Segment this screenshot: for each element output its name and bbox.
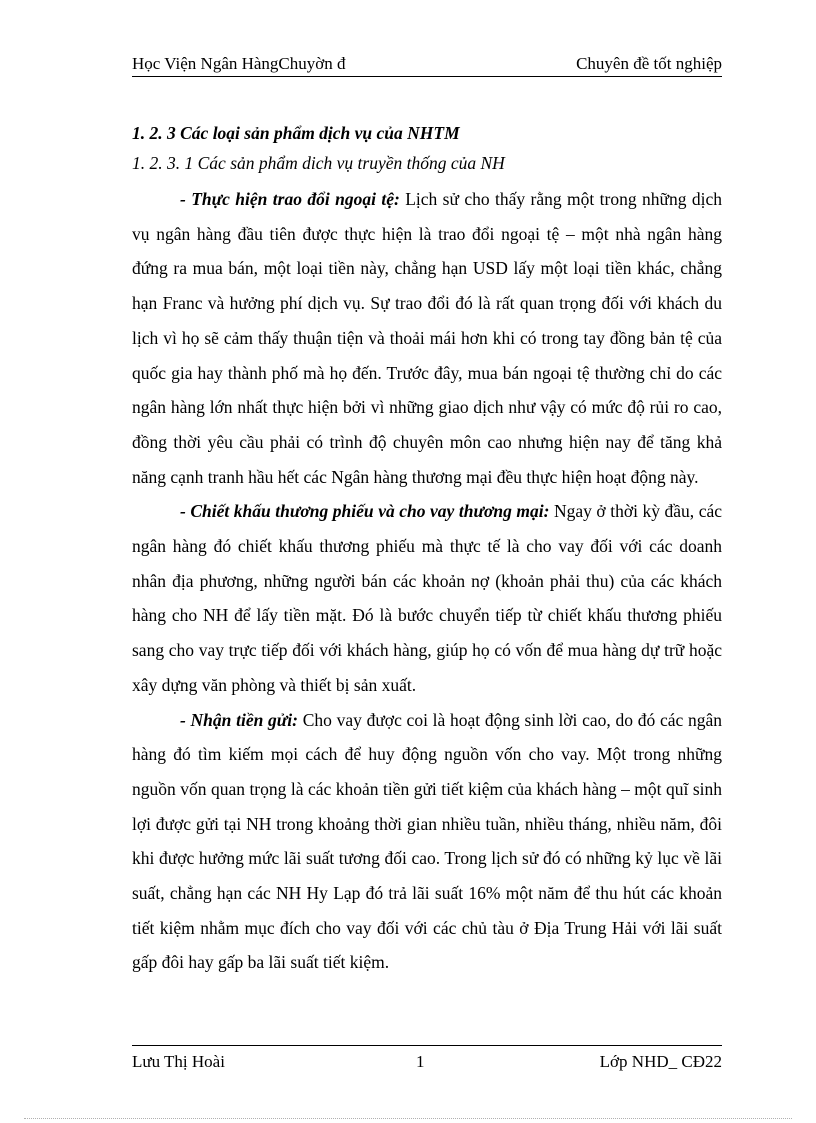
paragraph-lead: - Nhận tiền gửi:	[180, 709, 298, 730]
footer-author: Lưu Thị Hoài	[132, 1052, 225, 1071]
page-footer	[132, 1045, 722, 1078]
paragraph-text: Lịch sử cho thấy rằng một trong những dịch vụ ngân hàng đầu tiên được thực hiện là trao đổi ngoại tệ – một nhà ngân hàng đứng ra mua bán, một loại tiền này, chẳng hạn USD lấy một loại tiền khác, chẳng hạn Franc và hưởng phí dịch vụ. Sự trao đổi đó là rất quan trọng đối với khách du lịch vì họ sẽ cảm thấy thuận tiện và thoải mái hơn khi có trong tay đồng bản tệ của quốc gia hay thành phố mà họ đến. Trước đây, mua bán ngoại tệ thường chỉ do các ngân hàng lớn nhất thực hiện bởi vì những giao dịch như vậy có mức độ rủi ro cao, đồng thời yêu cầu phải có trình độ chuyên môn cao nhưng hiện nay để tăng khả năng cạnh tranh hầu hết các Ngân hàng thương mại đều thực hiện hoạt động này.	[132, 189, 722, 487]
footer-class: Lớp NHD_ CĐ22	[599, 1052, 722, 1071]
header-left-text: Học Viện Ngân HàngChuyờn đ	[132, 54, 346, 73]
paragraph-text: Cho vay được coi là hoạt động sinh lời cao, do đó các ngân hàng đó tìm kiếm mọi cách để huy động nguồn vốn cho vay. Một trong những nguồn vốn quan trọng là các khoản tiền gửi tiết kiệm của khách hàng – một quĩ sinh lợi được gửi tại NH trong khoảng thời gian nhiều tuần, nhiều tháng, nhiều năm, đôi khi được hưởng mức lãi suất tương đối cao. Trong lịch sử đó có những kỷ lục về lãi suất, chẳng hạn các NH Hy Lạp đó trả lãi suất 16% một năm để thu hút các khoản tiết kiệm nhằm mục đích cho vay đối với các chủ tàu ở Địa Trung Hải với lãi suất gấp đôi hay gấp ba lãi suất tiết kiệm.	[132, 709, 722, 973]
page-bottom-divider	[24, 1118, 792, 1119]
header-right-text: Chuyên đề tốt nghiệp	[576, 54, 722, 73]
paragraph-lead: - Thực hiện trao đổi ngoại tệ:	[180, 189, 400, 209]
paragraph-lead: - Chiết khấu thương phiếu và cho vay thương mại:	[180, 501, 550, 522]
paragraph-foreign-exchange	[132, 182, 722, 494]
page-body	[132, 118, 722, 980]
paragraph-deposits	[132, 703, 722, 981]
paragraph-text: Ngay ở thời kỳ đầu, các ngân hàng đó chiết khấu thương phiếu mà thực tế là cho vay đối với các doanh nhân địa phương, những người bán các khoản nợ (khoản phải thu) của các khách hàng cho NH để lấy tiền mặt. Đó là bước chuyển tiếp từ chiết khấu thương phiếu sang cho vay trực tiếp đối với khách hàng, giúp họ có vốn để mua hàng dự trữ hoặc xây dựng văn phòng và thiết bị sản xuất.	[132, 501, 722, 695]
section-heading: 1. 2. 3 Các loại sản phẩm dịch vụ của NHTM	[132, 123, 460, 143]
page-number: 1	[416, 1052, 425, 1071]
section-subheading: 1. 2. 3. 1 Các sản phẩm dich vụ truyền thống của NH	[132, 153, 505, 173]
page-header	[132, 52, 722, 77]
paragraph-discounting	[132, 494, 722, 702]
